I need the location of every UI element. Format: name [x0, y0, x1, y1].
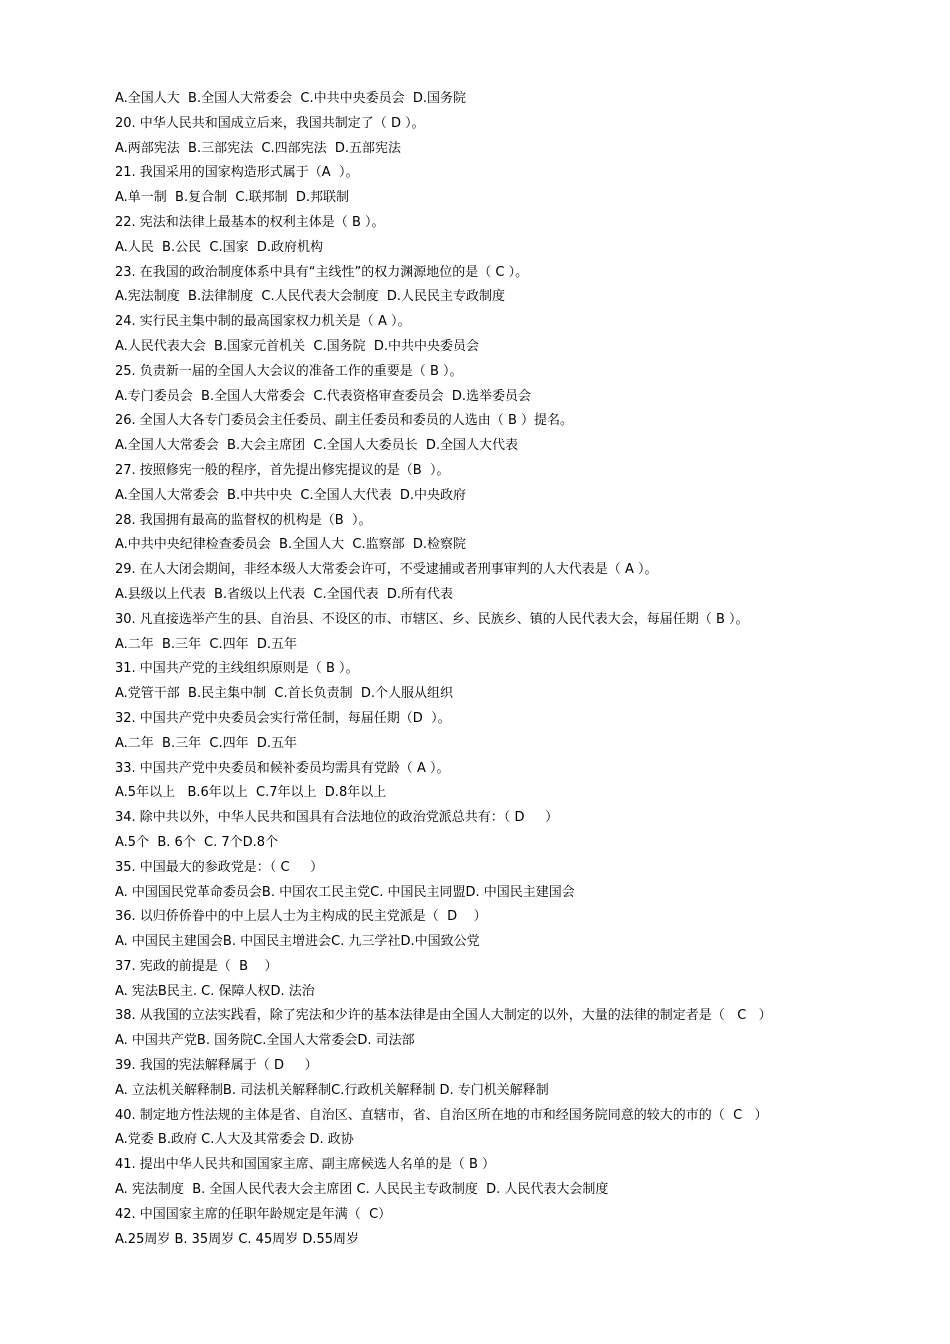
question-23: 23. 在我国的政治制度体系中具有“主线性”的权力渊源地位的是（ C ）。: [115, 264, 529, 280]
option-line-q23: A.宪法制度 B.法律制度 C.人民代表大会制度 D.人民民主专政制度: [115, 289, 505, 305]
option-line-q30: A.二年 B.三年 C.四年 D.五年: [115, 636, 297, 652]
question-30: 30. 凡直接选举产生的县、自治县、不设区的市、市辖区、乡、民族乡、镇的人民代表大会，每届任期（ B ）。: [115, 611, 749, 627]
question-31: 31. 中国共产党的主线组织原则是（ B ）。: [115, 661, 359, 677]
question-20: 20. 中华人民共和国成立后来，我国共制定了（ D ）。: [115, 115, 425, 131]
option-line-q29: A.县级以上代表 B.省级以上代表 C.全国代表 D.所有代表: [115, 586, 453, 602]
option-line-q28: A.中共中央纪律检查委员会 B.全国人大 C.监察部 D.检察院: [115, 537, 466, 553]
option-line-q22: A.人民 B.公民 C.国家 D.政府机构: [115, 239, 323, 255]
question-24: 24. 实行民主集中制的最高国家权力机关是（ A ）。: [115, 314, 411, 330]
option-line-q34: A.5个 B. 6个 C. 7个D.8个: [115, 834, 279, 850]
question-29: 29. 在人大闭会期间，非经本级人大常委会许可，不受逮捕或者刑事审判的人大代表是（ A ）。: [115, 562, 658, 578]
question-34: 34. 除中共以外，中华人民共和国具有合法地位的政治党派总共有：（ D ）: [115, 810, 559, 826]
option-line-q39: A. 立法机关解释制B. 司法机关解释制C.行政机关解释制 D. 专门机关解释制: [115, 1082, 549, 1098]
question-21: 21. 我国采用的国家构造形式属于（A ）。: [115, 165, 359, 181]
question-36: 36. 以归侨侨眷中的中上层人士为主构成的民主党派是（ D ）: [115, 909, 487, 925]
question-22: 22. 宪法和法律上最基本的权利主体是（ B ）。: [115, 214, 385, 230]
question-26: 26. 全国人大各专门委员会主任委员、副主任委员和委员的人选由（ B ）提名。: [115, 413, 573, 429]
question-39: 39. 我国的宪法解释属于（ D ）: [115, 1058, 318, 1074]
option-line-q36: A. 中国民主建国会B. 中国民主增进会C. 九三学社D.中国致公党: [115, 934, 480, 950]
option-line-q42: A.25周岁 B. 35周岁 C. 45周岁 D.55周岁: [115, 1231, 360, 1247]
option-line-q19: A.全国人大 B.全国人大常委会 C.中共中央委员会 D.国务院: [115, 91, 466, 106]
option-line-q20: A.两部宪法 B.三部宪法 C.四部宪法 D.五部宪法: [115, 140, 401, 156]
option-line-q31: A.党管干部 B.民主集中制 C.首长负责制 D.个人服从组织: [115, 686, 453, 702]
question-33: 33. 中国共产党中央委员和候补委员均需具有党龄（ A ）。: [115, 760, 450, 776]
option-line-q21: A.单一制 B.复合制 C.联邦制 D.邦联制: [115, 190, 349, 206]
question-25: 25. 负责新一届的全国人大会议的准备工作的重要是（ B ）。: [115, 363, 463, 379]
question-27: 27. 按照修宪一般的程序，首先提出修宪提议的是（B ）。: [115, 462, 450, 478]
question-37: 37. 宪政的前提是（ B ）: [115, 958, 278, 974]
question-32: 32. 中国共产党中央委员会实行常任制，每届任期（D ）。: [115, 710, 451, 726]
option-line-q25: A.专门委员会 B.全国人大常委会 C.代表资格审查委员会 D.选举委员会: [115, 388, 531, 404]
question-35: 35. 中国最大的参政党是：（ C ）: [115, 859, 324, 875]
option-line-q27: A.全国人大常委会 B.中共中央 C.全国人大代表 D.中央政府: [115, 487, 466, 503]
question-42: 42. 中国国家主席的任职年龄规定是年满（ C）: [115, 1206, 392, 1222]
option-line-q38: A. 中国共产党B. 国务院C.全国人大常委会D. 司法部: [115, 1033, 415, 1049]
option-line-q35: A. 中国国民党革命委员会B. 中国农工民主党C. 中国民主同盟D. 中国民主建国会: [115, 884, 575, 900]
question-28: 28. 我国拥有最高的监督权的机构是（B ）。: [115, 512, 372, 528]
question-41: 41. 提出中华人民共和国国家主席、副主席候选人名单的是（ B ）: [115, 1157, 495, 1173]
option-line-q24: A.人民代表大会 B.国家元首机关 C.国务院 D.中共中央委员会: [115, 338, 479, 354]
option-line-q26: A.全国人大常委会 B.大会主席团 C.全国人大委员长 D.全国人大代表: [115, 438, 518, 454]
option-line-q32: A.二年 B.三年 C.四年 D.五年: [115, 735, 297, 751]
document-page: [115, 87, 935, 1252]
option-line-q33: A.5年以上 B.6年以上 C.7年以上 D.8年以上: [115, 785, 387, 801]
question-38: 38. 从我国的立法实践看，除了宪法和少许的基本法律是由全国人大制定的以外，大量的法律的制定者是（ C ）: [115, 1008, 772, 1024]
option-line-q37: A. 宪法B民主. C. 保障人权D. 法治: [115, 983, 315, 999]
option-line-q40: A.党委 B.政府 C.人大及其常委会 D. 政协: [115, 1132, 354, 1148]
option-line-q41: A. 宪法制度 B. 全国人民代表大会主席团 C. 人民民主专政制度 D. 人民代表大会制度: [115, 1182, 609, 1198]
question-40: 40. 制定地方性法规的主体是省、自治区、直辖市，省、自治区所在地的市和经国务院同意的较大的市的（ C ）: [115, 1107, 768, 1123]
